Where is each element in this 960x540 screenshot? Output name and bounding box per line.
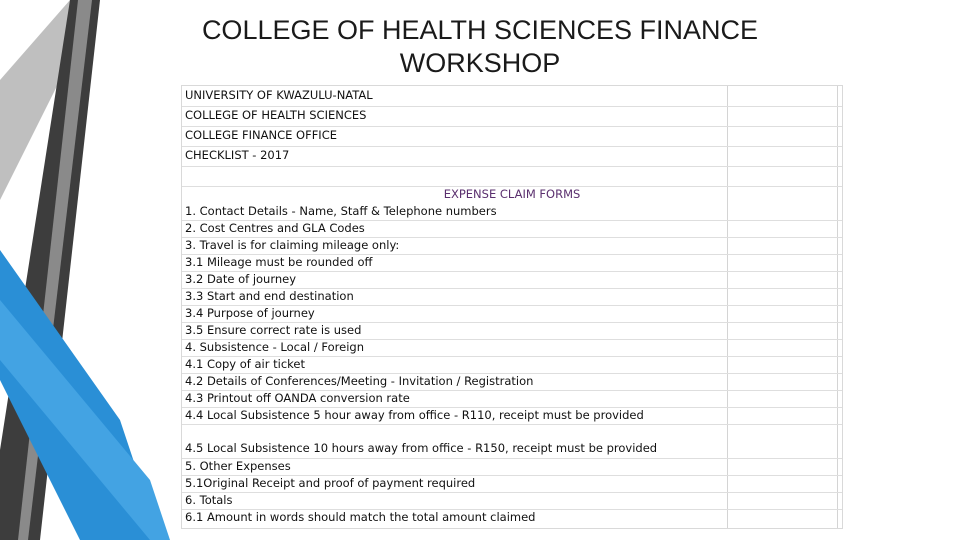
item-text: 5. Other Expenses <box>185 459 291 473</box>
table-row <box>182 146 842 167</box>
section-title: EXPENSE CLAIM FORMS <box>443 187 581 201</box>
item-text: 4.4 Local Subsistence 5 hour away from office - R110, receipt must be provided <box>185 408 644 422</box>
item-text: 4.3 Printout off OANDA conversion rate <box>185 391 410 405</box>
decorative-stripes <box>0 0 200 540</box>
spreadsheet-table <box>181 85 843 529</box>
list-item <box>182 373 842 391</box>
item-text: 3.4 Purpose of journey <box>185 306 315 320</box>
list-item <box>182 271 842 289</box>
empty-row <box>182 166 842 187</box>
item-text: 6. Totals <box>185 493 233 507</box>
item-text: 3.3 Start and end destination <box>185 289 354 303</box>
list-item <box>182 339 842 357</box>
list-item <box>182 492 842 510</box>
item-text: 6.1 Amount in words should match the total amount claimed <box>185 510 536 524</box>
header-office: COLLEGE FINANCE OFFICE <box>185 128 337 142</box>
list-item <box>182 356 842 374</box>
header-university: UNIVERSITY OF KWAZULU-NATAL <box>185 88 373 102</box>
title-line-2: WORKSHOP <box>399 48 561 78</box>
item-text: 1. Contact Details - Name, Staff & Telephone numbers <box>185 204 497 218</box>
item-text: 4.5 Local Subsistence 10 hours away from office - R150, receipt must be provided <box>185 441 658 455</box>
list-item <box>182 322 842 340</box>
header-college: COLLEGE OF HEALTH SCIENCES <box>185 108 367 122</box>
slide-title <box>160 14 800 80</box>
item-text: 4. Subsistence - Local / Foreign <box>185 340 364 354</box>
list-item <box>182 220 842 238</box>
item-text: 3.1 Mileage must be rounded off <box>185 255 373 269</box>
header-checklist: CHECKLIST - 2017 <box>185 148 290 162</box>
title-line-1: COLLEGE OF HEALTH SCIENCES FINANCE <box>201 15 759 45</box>
list-item <box>182 254 842 272</box>
item-text: 4.1 Copy of air ticket <box>185 357 305 371</box>
item-text: 3.5 Ensure correct rate is used <box>185 323 362 337</box>
list-item <box>182 475 842 493</box>
table-row <box>182 86 842 107</box>
list-item <box>182 407 842 425</box>
list-item <box>182 390 842 408</box>
list-item <box>182 424 842 459</box>
item-text: 3.2 Date of journey <box>185 272 297 286</box>
list-item <box>182 305 842 323</box>
list-item <box>182 203 842 221</box>
list-item <box>182 458 842 476</box>
item-text: 5.1Original Receipt and proof of payment required <box>185 476 476 490</box>
list-item <box>182 509 842 526</box>
list-item <box>182 288 842 306</box>
item-text: 4.2 Details of Conferences/Meeting - Invitation / Registration <box>185 374 534 388</box>
item-text: 2. Cost Centres and GLA Codes <box>185 221 365 235</box>
table-row <box>182 106 842 127</box>
item-text: 3. Travel is for claiming mileage only: <box>185 238 400 252</box>
list-item <box>182 237 842 255</box>
table-row <box>182 126 842 147</box>
